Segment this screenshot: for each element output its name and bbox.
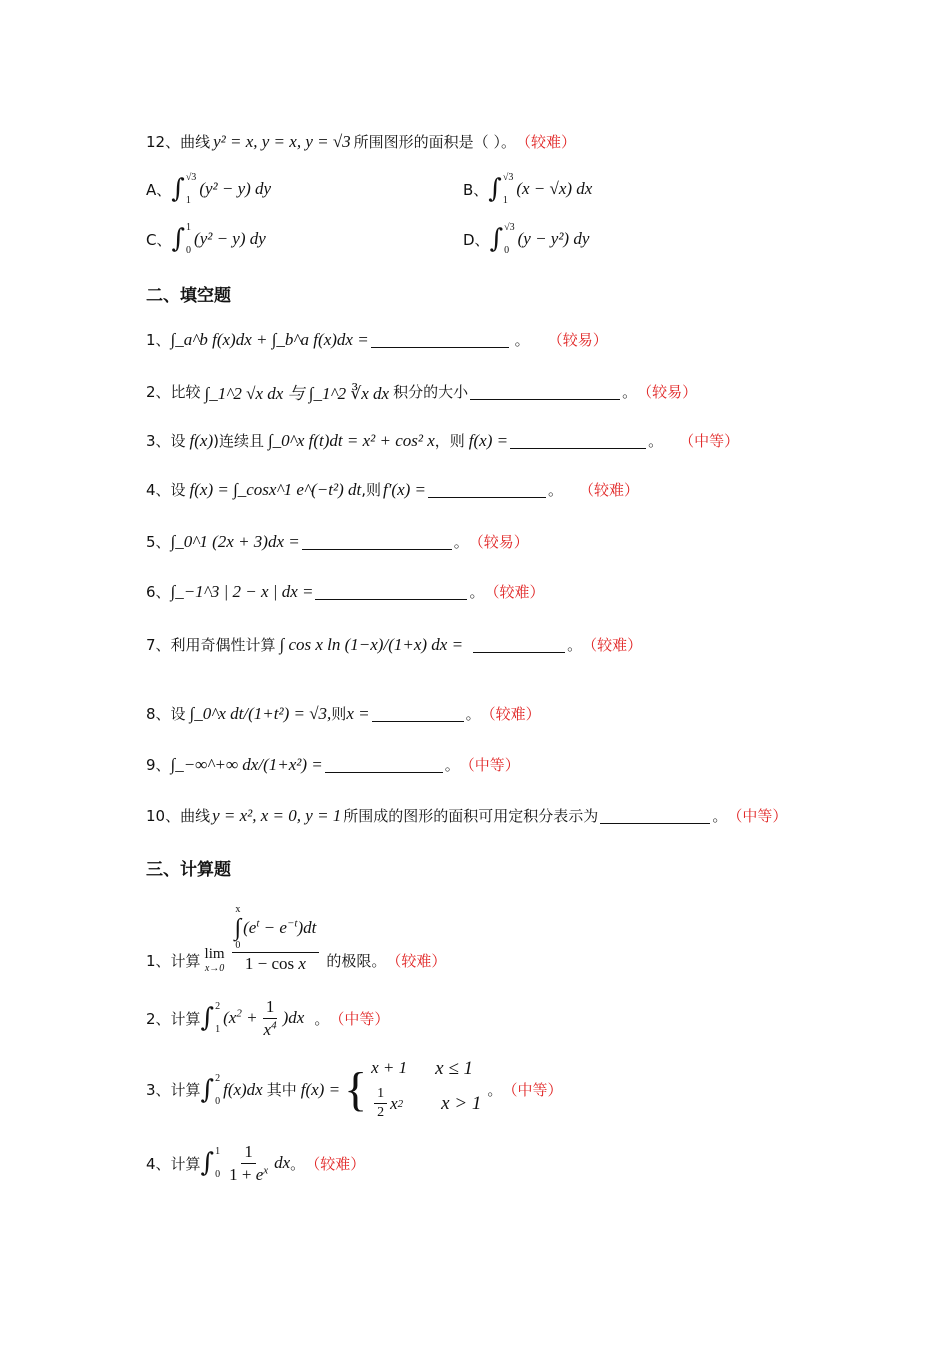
question-12-number: 12、曲线 xyxy=(146,133,211,151)
question-number: 3、计算 xyxy=(146,1081,201,1100)
difficulty-label: （较易） xyxy=(637,383,698,401)
option-integrand: (y² − y) dy xyxy=(194,229,266,248)
question-text: )连续且 xyxy=(213,432,264,450)
question-number: 1、计算 xyxy=(146,952,201,971)
fraction: $\frac{1}{1 + e^x}$ xyxy=(229,1142,269,1184)
question-tail: 。 xyxy=(314,1009,330,1028)
option-b xyxy=(463,172,592,206)
difficulty-label: （较难） xyxy=(480,705,541,723)
fill-question-8 xyxy=(146,703,541,724)
fill-question-6 xyxy=(146,581,545,602)
difficulty-label: （较易） xyxy=(547,331,608,349)
question-number: 4、计算 xyxy=(146,1154,201,1173)
difficulty-label: （中等） xyxy=(727,807,788,825)
question-expression-2: f′(x) = xyxy=(382,479,427,499)
answer-blank[interactable] xyxy=(302,533,452,550)
question-tail: 。 xyxy=(444,756,460,774)
option-integrand: (y² − y) dy xyxy=(199,179,272,198)
fill-question-7 xyxy=(146,634,642,655)
question-tail: 。 xyxy=(622,383,638,401)
lower-limit: 0 xyxy=(186,245,192,256)
question-text: 积分的大小 xyxy=(393,383,469,401)
upper-limit: 1 xyxy=(186,222,192,233)
question-number: 2、计算 xyxy=(146,1009,201,1028)
option-label: B、 xyxy=(463,180,489,199)
question-tail: 。 xyxy=(465,705,481,723)
fill-question-2 xyxy=(146,379,697,404)
question-expression: f(x) xyxy=(189,430,214,450)
question-text-2: ，则 xyxy=(434,432,465,450)
question-number: 8、设 xyxy=(146,705,186,723)
question-12-text: 所围图形的面积是（ ）。 xyxy=(353,133,516,151)
question-text: 其中 xyxy=(266,1081,297,1100)
difficulty-label: （较易） xyxy=(468,533,529,551)
calc-question-4: 4、计算 ∫ 1 0 $\frac{1}{1 + e^x}$ dx 。 （较难） xyxy=(146,1142,366,1184)
question-expression: ∫_−1^3 | 2 − x | dx = xyxy=(170,581,314,601)
question-tail: 。 xyxy=(453,533,469,551)
calc-question-3: 3、计算 ∫ 2 0 f(x)dx 其中 f(x) = { x + 1 x ≤ 1 $\frac{1}{2}$ x 2 x > 1 。 （中等） xyxy=(146,1058,563,1121)
fill-question-1 xyxy=(146,329,608,350)
lower-limit: 1 xyxy=(185,195,191,206)
option-integrand: (y − y²) dy xyxy=(517,229,590,248)
upper-limit: √3 xyxy=(185,172,197,183)
question-number: 1、 xyxy=(146,331,171,349)
answer-blank[interactable] xyxy=(428,481,546,498)
question-tail: 。 xyxy=(487,1081,503,1100)
question-number: 9、 xyxy=(146,756,171,774)
question-expression: ∫_−∞^+∞ dx/(1+x²) = xyxy=(170,754,323,774)
difficulty-label: （中等） xyxy=(679,432,740,450)
question-number: 4、设 xyxy=(146,481,186,499)
integral: ∫ 2 1 xyxy=(200,1001,221,1036)
lower-limit: 1 xyxy=(502,195,508,206)
answer-blank[interactable] xyxy=(473,636,565,653)
difficulty-label: （较难） xyxy=(582,636,643,654)
upper-limit: √3 xyxy=(504,222,515,233)
question-number: 10、曲线 xyxy=(146,807,211,825)
question-expression-2: x = xyxy=(346,703,370,723)
question-text: 的极限。 xyxy=(326,952,387,971)
piecewise-cases: x + 1 x ≤ 1 $\frac{1}{2}$ x 2 x > 1 xyxy=(371,1058,482,1121)
integral: ∫ 1 0 xyxy=(200,1146,221,1181)
calc-question-2: 2、计算 ∫ 2 1 ($x^2$ + $\frac{1}{x^4}$ )dx 。 （中等） xyxy=(146,997,390,1039)
question-expression: ∫ cos x ln (1−x)/(1+x) dx = xyxy=(279,634,464,654)
difficulty-label: （较难） xyxy=(484,583,545,601)
difficulty-label: （较难） xyxy=(305,1154,366,1173)
question-expression: ∫_0^x dt/(1+t²) = √3, xyxy=(189,703,332,723)
question-tail: 。 xyxy=(514,331,530,349)
question-text: ,则 xyxy=(361,481,381,499)
integral: ∫ √3 1 xyxy=(488,172,514,206)
option-label: A、 xyxy=(146,180,172,199)
question-text: 所围成的图形的面积可用定积分表示为 xyxy=(343,807,599,825)
option-label: D、 xyxy=(463,230,490,249)
question-expression: ∫_1^2 √x dx 与 ∫_1^2 ∛x dx xyxy=(204,384,390,403)
difficulty-label: （中等） xyxy=(329,1009,390,1028)
fill-question-3 xyxy=(146,430,739,451)
question-expression: y = x², x = 0, y = 1 xyxy=(212,805,342,825)
difficulty-label: （较难） xyxy=(579,481,640,499)
question-number: 6、 xyxy=(146,583,171,601)
fill-question-10 xyxy=(146,805,787,826)
answer-blank[interactable] xyxy=(325,756,443,773)
integral: ∫ 2 0 xyxy=(200,1072,221,1107)
fraction: $\frac{1}{x^4}$ xyxy=(263,997,277,1039)
upper-limit: √3 xyxy=(502,172,514,183)
option-c xyxy=(146,222,266,256)
option-label: C、 xyxy=(146,230,172,249)
integral: ∫ √3 0 xyxy=(489,222,515,256)
question-expression: f(x) = ∫_cosx^1 e^(−t²) dt xyxy=(189,479,362,499)
question-tail: 。 xyxy=(290,1154,306,1173)
answer-blank[interactable] xyxy=(371,331,509,348)
limit-fraction: x ∫ 0 $(e^t - e^{-t})dt$ 1 − cos x xyxy=(232,904,320,974)
question-number: 3、设 xyxy=(146,432,186,450)
question-number: 5、 xyxy=(146,533,171,551)
limit-expression: lim x→0 x ∫ 0 $(e^t - e^{-t})dt$ 1 − cos x xyxy=(205,904,323,974)
section-heading-calculation: 三、计算题 xyxy=(146,860,231,880)
question-tail: 。 xyxy=(548,481,564,499)
difficulty-label: （较难） xyxy=(515,133,576,151)
answer-blank[interactable] xyxy=(372,705,464,722)
question-expression: ∫_a^b f(x)dx + ∫_b^a f(x)dx = xyxy=(170,329,369,349)
question-tail: 。 xyxy=(469,583,485,601)
integral: ∫ 1 0 xyxy=(171,222,192,256)
option-integrand: (x − √x) dx xyxy=(516,179,593,198)
question-tail: 。 xyxy=(648,432,664,450)
question-number: 7、利用奇偶性计算 xyxy=(146,636,276,654)
answer-blank[interactable] xyxy=(600,807,710,824)
question-expression-2: ∫_0^x f(t)dt = x² + cos² x xyxy=(268,430,435,450)
question-12-expression: y² = x, y = x, y = √3 xyxy=(213,131,351,151)
difficulty-label: （较难） xyxy=(386,952,447,971)
question-text: 则 xyxy=(331,705,347,723)
question-expression-3: f(x) = xyxy=(468,430,509,450)
option-d xyxy=(463,222,589,256)
question-expression: ∫_0^1 (2x + 3)dx = xyxy=(170,531,300,551)
integral: ∫ √3 1 xyxy=(171,172,197,206)
option-a xyxy=(146,172,271,206)
difficulty-label: （中等） xyxy=(459,756,520,774)
question-tail: 。 xyxy=(712,807,728,825)
fill-question-5 xyxy=(146,531,529,552)
answer-blank[interactable] xyxy=(510,432,646,449)
difficulty-label: （中等） xyxy=(502,1081,563,1100)
section-heading-fill-in: 二、填空题 xyxy=(146,286,231,306)
answer-blank[interactable] xyxy=(470,383,620,400)
fill-question-4 xyxy=(146,479,639,500)
question-tail: 。 xyxy=(567,636,583,654)
answer-blank[interactable] xyxy=(315,583,467,600)
fill-question-9 xyxy=(146,754,520,775)
question-number: 2、比较 xyxy=(146,383,201,401)
question-12 xyxy=(146,131,576,152)
lower-limit: 0 xyxy=(504,245,510,256)
calc-question-1 xyxy=(146,904,446,974)
